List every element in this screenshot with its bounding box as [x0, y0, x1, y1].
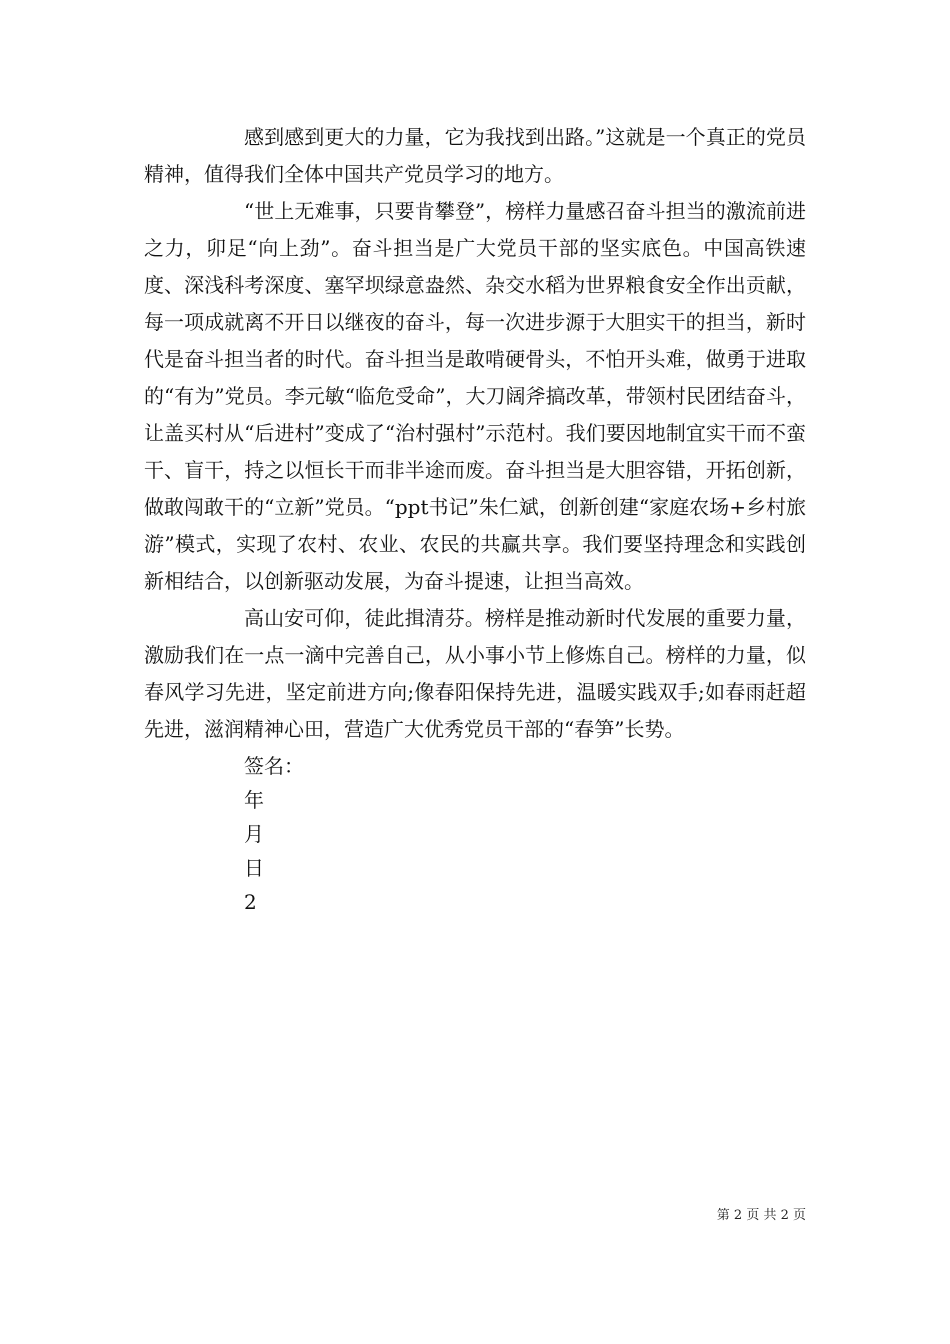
signoff-block: [144, 748, 806, 918]
paragraph-1: 感到感到更大的力量，它为我找到出路。”这就是一个真正的党员精神，值得我们全体中国共产党员学习的地方。: [144, 125, 806, 186]
signoff-number: 2: [244, 890, 257, 914]
page-footer: 第 2 页 共 2 页: [716, 1208, 806, 1223]
paragraph-2: “世上无难事，只要肯攀登”，榜样力量感召奋斗担当的激流前进之力，卯足“向上劲”。奋斗担当是广大党员干部的坚实底色。中国高铁速度、深浅科考深度、塞罕坝绿意盎然、杂交水稻为世界粮食安全作出贡献，每一项成就离不开日以继夜的奋斗，每一次进步源于大胆实干的担当，新时代是奋斗担当者的时代。奋斗担当是敢啃硬骨头，不怕开头难，做勇于进取的“有为”党员。李元敏“临危受命”，大刀阔斧搞改革，带领村民团结奋斗，让盖买村从“后进村”变成了“治村强村”示范村。我们要因地制宜实干而不蛮干、盲干，持之以恒长干而非半途而废。奋斗担当是大胆容错，开拓创新，做敢闯敢干的“立新”党员。“ppt书记”朱仁斌，创新创建“家庭农场+乡村旅游”模式，实现了农村、农业、农民的共赢共享。我们要坚持理念和实践创新相结合，以创新驱动发展，为奋斗提速，让担当高效。: [144, 199, 806, 593]
year-label: 年: [244, 788, 264, 812]
signature-label: 签名：: [244, 754, 304, 778]
paragraph-3: 高山安可仰，徒此揖清芬。榜样是推动新时代发展的重要力量，激励我们在一点一滴中完善自己，从小事小节上修炼自己。榜样的力量，似春风学习先进，坚定前进方向;像春阳保持先进，温暖实践双手;如春雨赶超先进，滋润精神心田，营造广大优秀党员干部的“春笋”长势。: [144, 606, 806, 741]
month-label: 月: [244, 822, 264, 846]
document-body: [144, 119, 806, 918]
day-label: 日: [244, 856, 264, 880]
